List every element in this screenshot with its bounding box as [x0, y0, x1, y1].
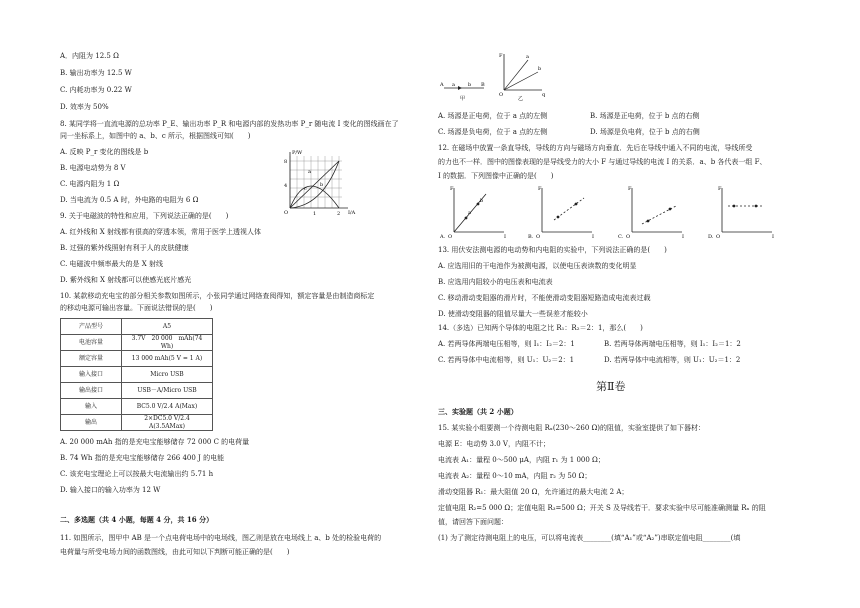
- fig-label-jia: 甲: [460, 96, 466, 102]
- q11-option-b: B. 场源是正电荷，位于 b 点的右侧: [590, 112, 700, 120]
- fig-line-b: b: [538, 66, 542, 72]
- q7-option-c: C. 内耗功率为 0.22 W: [60, 86, 132, 94]
- graph-c-o: O: [626, 234, 631, 240]
- table-row: [61, 415, 213, 431]
- table-cell: 输出: [61, 415, 122, 431]
- q13-option-a: A. 应选用旧的干电池作为被测电源，以使电压表读数的变化明显: [438, 262, 637, 270]
- volume-ii-heading: 第Ⅱ卷: [596, 380, 626, 393]
- table-cell: 输出接口: [61, 383, 122, 399]
- q12-stem-line3: I 的数据．下列图像中正确的是( ): [438, 172, 554, 180]
- table-row: [61, 367, 213, 383]
- graph-b-f: F: [538, 186, 542, 192]
- fig-label-b-upper: B: [481, 82, 485, 88]
- table-cell: 额定容量: [61, 351, 122, 367]
- graph-option-b: B.: [528, 234, 534, 240]
- q11-stem-line1: 11. 如图所示，图甲中 AB 是一个点电荷电场中的电场线，图乙则是放在电场线上 a、b 处的检验电荷的: [60, 534, 382, 542]
- q12-stem-line2: 的力也不一样．图中的图像表现的是导线受力的大小 F 与通过导线的电流 I 的关系．a、b 各代表一组 F、: [438, 158, 767, 166]
- q8-stem-line1: 8. 某同学将一直流电源的总功率 P_E、输出功率 P_R 和电源内部的发热功率 P_r 随电流 I 变化的图线画在了: [60, 120, 399, 128]
- graph-curve-a: a: [308, 169, 311, 175]
- graph-x-tick-1: 1: [313, 211, 317, 217]
- table-cell: 输入接口: [61, 367, 122, 383]
- table-cell: 2×DC5.0 V/2.4 A(3.5AMax): [122, 415, 213, 431]
- q15-part1: (1) 为了测定待测电阻上的电压，可以将电流表________(填“A₁”或“A₂”)串联定值电阻________(填: [438, 534, 741, 542]
- graph-option-a: A.: [440, 234, 446, 240]
- table-cell: 13 000 mAh(5 V = 1 A): [122, 351, 213, 367]
- graph-y-tick-8: 8: [284, 159, 288, 165]
- table-cell: 电池容量: [61, 335, 122, 351]
- q14-option-c: C. 若两导体中电流相等，则 U₁：U₂＝2：1: [438, 356, 575, 364]
- table-row: [61, 335, 213, 351]
- graph-x-label: I/A: [348, 210, 356, 216]
- graph-a-f: F: [450, 186, 454, 192]
- table-cell: A5: [122, 319, 213, 335]
- q13-option-c: C. 移动滑动变阻器的滑片时，不能使滑动变阻器短路造成电流表过载: [438, 294, 651, 302]
- q7-option-a: A．内阻为 12.5 Ω: [60, 52, 119, 60]
- graph-c-i: I: [682, 234, 684, 240]
- q14-option-b: B. 若两导体两端电压相等，则 I₁：I₂＝1：2: [604, 340, 741, 348]
- q12-stem-line1: 12. 在磁场中放置一条直导线，导线的方向与磁场方向垂直．先后在导线中通入不同的电流，导线所受: [438, 144, 753, 152]
- table-cell: 产品型号: [61, 319, 122, 335]
- q15-stem: 15. 某实验小组要测一个待测电阻 Rₓ(230～260 Ω)的阻值，实验室提供了如下器材：: [438, 424, 706, 432]
- fig-label-f: F: [499, 53, 503, 59]
- q11-stem-line2: 电荷量与所受电场力间的函数图线，由此可知以下判断可能正确的是( ): [60, 548, 290, 556]
- section-experiment-heading: 三、实验题（共 2 小题）: [438, 407, 518, 416]
- graph-curve-b: b: [320, 182, 324, 188]
- graph-d-i: I: [772, 234, 774, 240]
- q15-instruction: 值，请回答下面问题：: [438, 518, 508, 526]
- graph-a-point-b: b: [480, 198, 484, 204]
- table-cell: Micro USB: [122, 367, 213, 383]
- graph-option-d: D.: [708, 234, 714, 240]
- graph-b-i: I: [592, 234, 594, 240]
- q15-item-ammeter-a1: 电流表 A₁：量程 0～500 μA，内阻 r₁ 为 1 000 Ω；: [438, 456, 605, 464]
- table-cell: 3.7V 20 000 mAh(74 Wh): [122, 335, 213, 351]
- q8-option-a: A. 反映 P_r 变化的图线是 b: [60, 148, 149, 156]
- table-row: [61, 351, 213, 367]
- q15-item-ammeter-a2: 电流表 A₂：量程 0～10 mA，内阻 r₂ 为 50 Ω；: [438, 472, 592, 480]
- q9-option-b: B. 过强的紫外线照射有利于人的皮肤健康: [60, 244, 189, 252]
- graph-a-i: I: [504, 234, 506, 240]
- q14-option-a: A. 若两导体两端电压相等，则 I₁：I₂＝2：1: [438, 340, 575, 348]
- q9-option-d: D. 紫外线和 X 射线都可以使感光底片感光: [60, 276, 192, 284]
- q13-option-d: D. 使滑动变阻器的阻值尽量大一些误差才能较小: [438, 310, 588, 318]
- q10-stem-line2: 的移动电源可输出容量。下面说法错误的是( ): [60, 304, 213, 312]
- q11-option-a: A. 场源是正电荷，位于 a 点的左侧: [438, 112, 548, 120]
- q13-stem: 13. 用伏安法测电源的电动势和内电阻的实验中，下列说法正确的是( ): [438, 246, 667, 254]
- q8-option-d: D. 当电流为 0.5 A 时，外电路的电阻为 6 Ω: [60, 196, 199, 204]
- graph-y-tick-4: 4: [284, 183, 288, 189]
- table-cell: 输入: [61, 399, 122, 415]
- q10-stem-line1: 10. 某款移动充电宝的部分相关参数如图所示，小张同学通过网络查阅得知，额定容量是由制造商标定: [60, 292, 375, 300]
- q15-item-resistors: 定值电阻 R₂=5 000 Ω；定值电阻 R₃=500 Ω；开关 S 及导线若干．要求实验中尽可能准确测量 Rₓ 的阻: [438, 504, 766, 512]
- fig-label-a: a: [452, 82, 455, 88]
- q10-option-a: A. 20 000 mAh 指的是充电宝能够储存 72 000 C 的电荷量: [60, 438, 250, 446]
- graph-c-f: F: [628, 186, 632, 192]
- q9-option-a: A. 红外线和 X 射线都有很高的穿透本领，常用于医学上透视人体: [60, 228, 261, 236]
- q8-option-c: C. 电源内阻为 1 Ω: [60, 180, 120, 188]
- fig-line-a: a: [526, 54, 529, 60]
- q14-stem: 14.（多选）已知两个导体的电阻之比 R₁：R₂＝2：1，那么( ): [438, 324, 643, 332]
- table-row: [61, 319, 213, 335]
- section-multiple-choice-heading: 二、多选题（共 4 小题，每题 4 分，共 16 分）: [60, 515, 214, 524]
- power-bank-spec-table: [60, 318, 213, 431]
- q15-item-rheostat: 滑动变阻器 R₁：最大阻值 20 Ω，允许通过的最大电流 2 A；: [438, 488, 629, 496]
- fig-label-yi: 乙: [518, 96, 524, 102]
- q14-option-d: D. 若两导体中电流相等，则 U₁：U₂＝1：2: [604, 356, 741, 364]
- graph-option-c: C.: [618, 234, 624, 240]
- q10-option-b: B. 74 Wh 指的是充电宝能够储存 266 400 J 的电能: [60, 454, 225, 462]
- q13-option-b: B. 应选用内阻较小的电压表和电流表: [438, 278, 553, 286]
- graph-a-point-a: a: [468, 210, 471, 216]
- q8-power-graph: [282, 146, 382, 218]
- q11-option-d: D. 场源是负电荷，位于 b 点的右侧: [590, 128, 700, 136]
- table-row: [61, 383, 213, 399]
- graph-b-o: O: [536, 234, 541, 240]
- fig-label-b: b: [468, 82, 472, 88]
- fig-label-a-upper: A: [440, 82, 444, 88]
- q9-stem: 9. 关于电磁波的特性和应用，下列说法正确的是( ): [60, 212, 229, 220]
- graph-origin: O: [284, 210, 289, 216]
- fig-label-o: O: [499, 92, 504, 98]
- q8-stem-line2: 同一坐标系上，如图中的 a、b、c 所示，根据图线可知( ): [60, 132, 251, 140]
- q7-option-b: B. 输出功率为 12.5 W: [60, 69, 132, 77]
- q10-option-d: D. 输入接口的输入功率为 12 W: [60, 486, 161, 494]
- graph-d-f: F: [718, 186, 722, 192]
- q9-option-c: C. 电磁波中频率最大的是 X 射线: [60, 260, 163, 268]
- table-row: [61, 399, 213, 415]
- graph-y-label: P/W: [292, 150, 303, 156]
- q11-option-c: C. 场源是负电荷，位于 a 点的左侧: [438, 128, 548, 136]
- graph-a-o: O: [448, 234, 453, 240]
- q11-figures: [438, 48, 558, 106]
- graph-curve-c: c: [304, 186, 307, 192]
- q12-graphs: [438, 184, 778, 242]
- q15-item-source: 电源 E：电动势 3.0 V，内阻不计；: [438, 440, 550, 448]
- graph-x-tick-2: 2: [337, 211, 341, 217]
- graph-d-o: O: [716, 234, 721, 240]
- fig-label-q: q: [542, 92, 546, 98]
- q7-option-d: D. 效率为 50%: [60, 103, 109, 111]
- table-cell: BC5.0 V/2.4 A(Max): [122, 399, 213, 415]
- q10-option-c: C. 该充电宝理论上可以按最大电流输出约 5.71 h: [60, 470, 214, 478]
- q8-option-b: B. 电源电动势为 8 V: [60, 164, 126, 172]
- table-cell: USB－A/Micro USB: [122, 383, 213, 399]
